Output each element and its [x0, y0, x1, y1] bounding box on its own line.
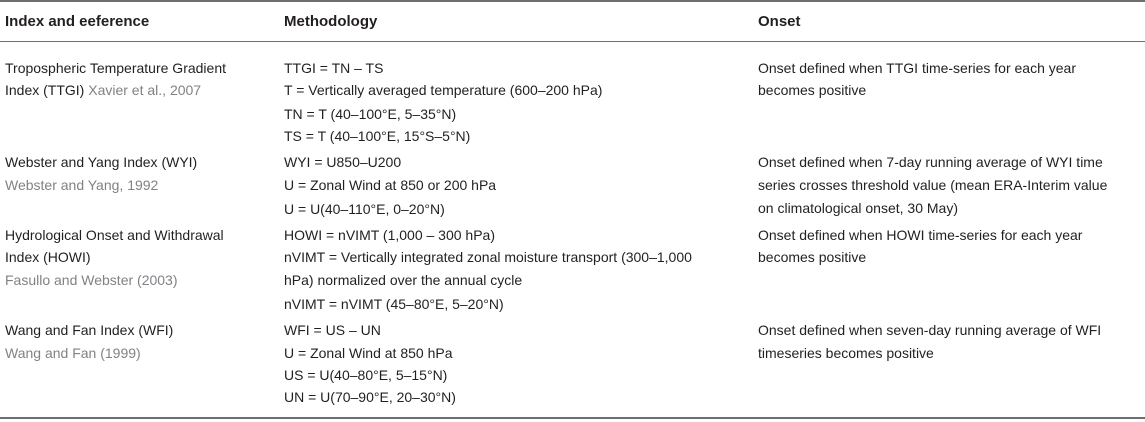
reference-citation: Webster and Yang, 1992 — [5, 177, 159, 193]
onset-line: Onset defined when TTGI time-series for each year — [758, 60, 1076, 76]
onset-line: becomes positive — [758, 249, 867, 265]
header-onset: Onset — [758, 13, 801, 30]
onset-line: timeseries becomes positive — [758, 345, 934, 361]
index-name-line: Wang and Fan Index (WFI) — [5, 322, 174, 338]
methodology-line: nVIMT = Vertically integrated zonal moisture transport (300–1,000 — [284, 249, 692, 265]
reference-citation: Xavier et al., 2007 — [88, 82, 202, 98]
reference-citation: Wang and Fan (1999) — [5, 345, 141, 361]
methodology-line: nVIMT = nVIMT (45–80°E, 5–20°N) — [284, 296, 504, 312]
table-bottom-rule — [0, 417, 1145, 419]
onset-line: Onset defined when HOWI time-series for each year — [758, 227, 1083, 243]
methodology-line: T = Vertically averaged temperature (600–200 hPa) — [284, 82, 603, 98]
onset-line: Onset defined when 7-day running average of WYI time — [758, 154, 1103, 170]
methodology-line: HOWI = nVIMT (1,000 – 300 hPa) — [284, 227, 496, 243]
methodology-line: TS = T (40–100°E, 15°S–5°N) — [284, 128, 471, 144]
onset-line: series crosses threshold value (mean ERA-Interim value — [758, 177, 1108, 193]
onset-line: Onset defined when seven-day running average of WFI — [758, 322, 1102, 338]
index-name-text: Index (TTGI) — [5, 82, 89, 98]
methodology-line: UN = U(70–90°E, 20–30°N) — [284, 389, 456, 405]
onset-line: on climatological onset, 30 May) — [758, 200, 958, 216]
methodology-line: hPa) normalized over the annual cycle — [284, 272, 523, 288]
header-methodology: Methodology — [284, 13, 378, 30]
methodology-line: TN = T (40–100°E, 5–35°N) — [284, 106, 457, 122]
methodology-line: WYI = U850–U200 — [284, 154, 402, 170]
methodology-line: U = U(40–110°E, 0–20°N) — [284, 201, 445, 217]
methodology-line: US = U(40–80°E, 5–15°N) — [284, 367, 448, 383]
table-top-rule — [0, 0, 1145, 2]
index-name-line — [5, 82, 201, 99]
header-rule — [0, 41, 1145, 42]
onset-line: becomes positive — [758, 82, 867, 98]
index-name-line: Tropospheric Temperature Gradient — [5, 60, 226, 76]
methodology-line: TTGI = TN – TS — [284, 60, 384, 76]
methodology-line: WFI = US – UN — [284, 322, 381, 338]
reference-citation: Fasullo and Webster (2003) — [5, 272, 178, 288]
methodology-line: U = Zonal Wind at 850 or 200 hPa — [284, 177, 497, 193]
header-index-reference: Index and eeference — [5, 13, 150, 30]
index-name-line: Index (HOWI) — [5, 249, 91, 265]
index-name-line: Hydrological Onset and Withdrawal — [5, 227, 224, 243]
index-name-line: Webster and Yang Index (WYI) — [5, 154, 198, 170]
methodology-line: U = Zonal Wind at 850 hPa — [284, 345, 453, 361]
